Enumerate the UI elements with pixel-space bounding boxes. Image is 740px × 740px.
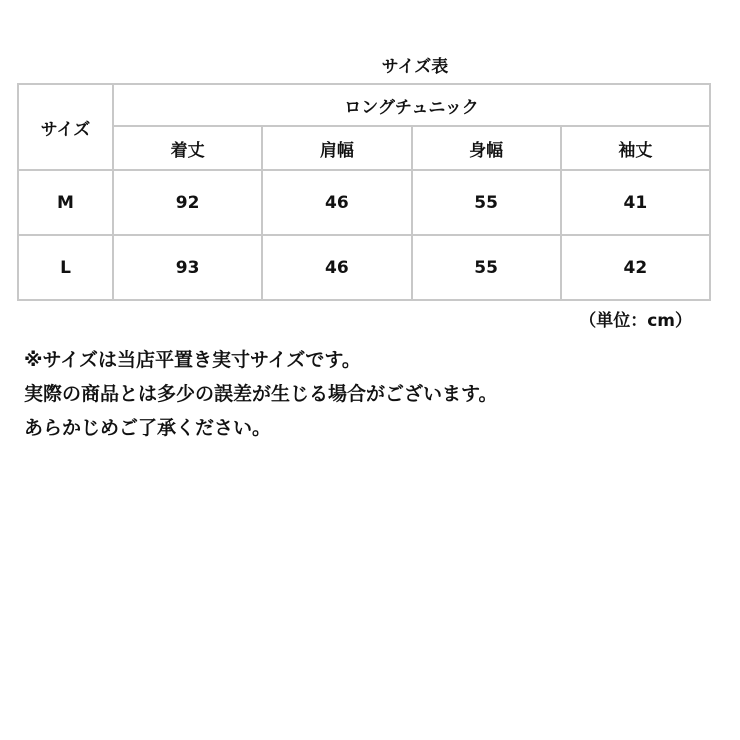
- size-table: [17, 83, 711, 301]
- measurement-header-row: [18, 126, 710, 170]
- product-name-header: ロングチュニック: [113, 84, 710, 126]
- table-cell: 92: [113, 170, 262, 235]
- table-cell: 41: [561, 170, 710, 235]
- table-header-row: [18, 84, 710, 126]
- note-line: ※サイズは当店平置き実寸サイズです。: [24, 349, 361, 371]
- table-cell: 55: [412, 170, 561, 235]
- size-column-header: サイズ: [18, 84, 113, 170]
- size-label: M: [18, 170, 113, 235]
- table-cell: 42: [561, 235, 710, 300]
- note-line: あらかじめご了承ください。: [24, 417, 272, 439]
- size-chart-title: サイズ表: [381, 57, 449, 77]
- size-notes: [24, 343, 497, 445]
- unit-label: （単位：cm）: [579, 311, 692, 331]
- size-label: L: [18, 235, 113, 300]
- table-cell: 55: [412, 235, 561, 300]
- table-row: [18, 170, 710, 235]
- table-cell: 93: [113, 235, 262, 300]
- col-header-length: 着丈: [113, 126, 262, 170]
- table-row: [18, 235, 710, 300]
- col-header-sleeve: 袖丈: [561, 126, 710, 170]
- note-line: 実際の商品とは多少の誤差が生じる場合がございます。: [24, 383, 498, 405]
- table-cell: 46: [262, 235, 411, 300]
- col-header-shoulder: 肩幅: [262, 126, 411, 170]
- col-header-chest: 身幅: [412, 126, 561, 170]
- table-cell: 46: [262, 170, 411, 235]
